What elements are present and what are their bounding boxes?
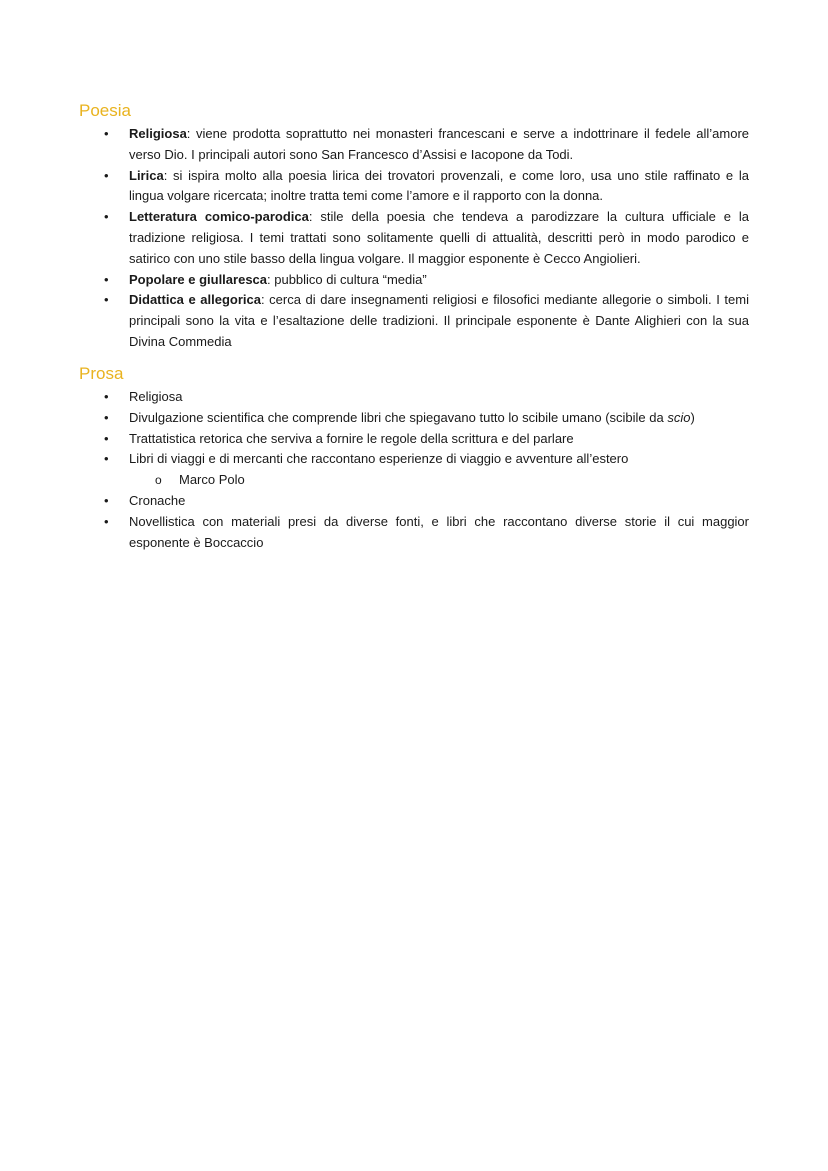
item-text: : viene prodotta soprattutto nei monasteri francescani e serve a indottrinare il fedele all’amore verso Dio. I principali autori sono San Francesco d’Assisi e Iacopone da Todi. [129,126,749,162]
list-item [0,290,828,352]
item-text: Cronache [129,492,186,508]
item-term: Popolare e giullaresca [129,271,268,287]
list-item [0,429,828,450]
bullet-icon: • [104,126,109,141]
bullet-icon: • [104,167,109,183]
bullet-icon: • [104,513,109,529]
bullet-icon: • [104,492,109,508]
bullet-icon: • [104,430,109,446]
poesia-list [0,124,828,353]
list-item [0,387,828,408]
section-heading-poesia: Poesia [79,101,131,120]
item-term: Letteratura comico-parodica [129,209,309,225]
item-text: Trattatistica retorica che serviva a fornire le regole della scrittura e del parlare [129,430,574,446]
item-text: : stile della poesia che tendeva a parodizzare la cultura ufficiale e la tradizione religiosa. I temi trattati sono solitamente quelli di attualità, descritti però in modo parodico e satirico con uno stile basso della lingua volgare. Il maggior esponente è Cecco Angiolieri. [129,209,749,266]
item-text: Novellistica con materiali presi da diverse fonti, e libri che raccontano diverse storie il cui maggior esponente è Boccaccio [129,513,749,550]
bullet-icon: • [104,271,109,287]
item-term: Religiosa [129,126,187,141]
bullet-icon: • [104,209,109,225]
list-item [0,512,828,554]
sub-bullet-icon: o [155,473,162,488]
bullet-icon: • [104,292,109,308]
item-text: Divulgazione scientifica che comprende libri che spiegavano tutto lo scibile umano (scibile da [129,409,668,425]
bullet-icon: • [104,451,109,467]
bullet-icon: • [104,389,109,404]
list-item [0,166,828,208]
prosa-list [0,387,828,553]
list-item [0,270,828,291]
list-item [0,491,828,512]
item-text: Religiosa [129,389,183,404]
item-text: : si ispira molto alla poesia lirica dei trovatori provenzali, e come loro, usa uno stile raffinato e la lingua volgare ricercata; inoltre tratta temi come l’amore e il rapporto con la donna. [129,167,749,204]
item-text: Libri di viaggi e di mercanti che raccontano esperienze di viaggio e avventure all’estero [129,451,629,467]
bullet-icon: • [104,409,109,425]
sub-item-text: Marco Polo [179,472,245,488]
list-item [0,124,828,166]
list-item [0,408,828,429]
list-item [0,449,828,491]
item-term: Didattica e allegorica [129,292,261,308]
item-text: : pubblico di cultura “media” [267,271,427,287]
sub-list-item [129,470,749,491]
item-italic-term: scio [667,409,691,425]
section-heading-prosa: Prosa [79,364,124,383]
item-text: : cerca di dare insegnamenti religiosi e filosofici mediante allegorie o simboli. I temi principali sono la vita e l’esaltazione delle tradizioni. Il principale esponente è Dante Alighieri con la sua Divina Commedia [129,292,749,349]
item-term: Lirica [129,167,164,183]
sub-list [129,470,749,491]
list-item [0,207,828,269]
item-text-after: ) [690,409,695,425]
